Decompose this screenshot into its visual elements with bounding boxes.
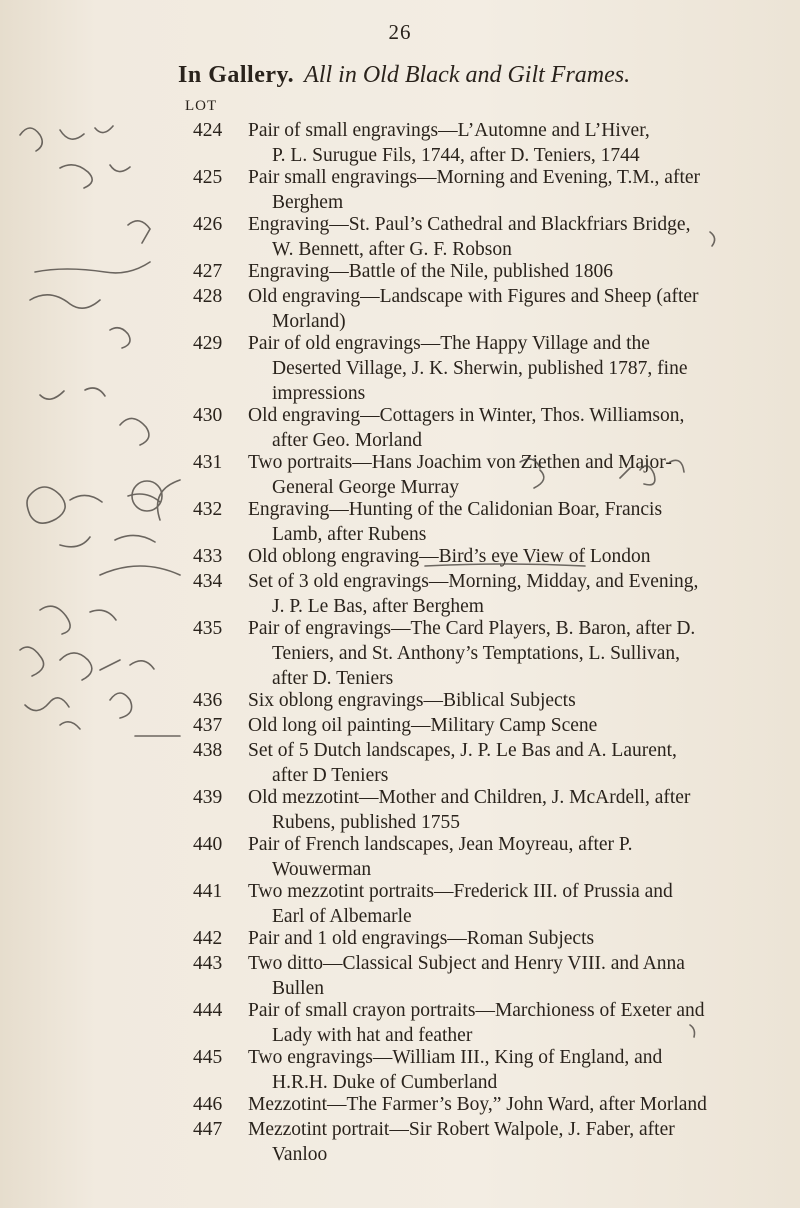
lot-number: 437 [193,715,223,736]
lot-number: 424 [193,120,223,141]
lot-description-line: Engraving—Hunting of the Calidonian Boar, Francis [248,499,663,520]
lot-description [248,785,748,835]
lot-description-line: General George Murray [272,477,459,498]
lot-description-line: Old engraving—Landscape with Figures and Sheep (after [248,286,699,307]
lot-number: 436 [193,690,223,711]
lot-number: 430 [193,405,223,426]
lot-description [248,284,748,334]
lot-description-line: Pair of French landscapes, Jean Moyreau, after P. [248,834,633,855]
lot-number: 434 [193,571,223,592]
lot-description-line: Earl of Albemarle [272,906,412,927]
lot-description [248,688,748,713]
lot-description-line: Pair of small engravings—L’Automne and L’Hiver, [248,120,650,141]
lot-description-line: Deserted Village, J. K. Sherwin, published 1787, fine [272,358,688,379]
lot-description-line: Two mezzotint portraits—Frederick III. of Prussia and [248,881,673,902]
lot-description [248,450,748,500]
lot-number: 439 [193,787,223,808]
page-number: 26 [388,20,412,44]
lot-number: 435 [193,618,223,639]
lot-number: 447 [193,1119,223,1140]
lot-description [248,1092,748,1117]
lot-description [248,879,748,929]
lot-description [248,1045,748,1095]
lot-description [248,832,748,882]
heading-subtitle: All in Old Black and Gilt Frames. [304,62,631,88]
lot-description [248,497,748,547]
lot-description-line: Mezzotint portrait—Sir Robert Walpole, J. Faber, after [248,1119,675,1140]
lot-description [248,331,748,406]
lot-description-line: impressions [272,383,366,404]
lot-description-line: after D. Teniers [272,668,394,689]
lot-description [248,212,748,262]
lot-description-line: Old mezzotint—Mother and Children, J. McArdell, after [248,787,691,808]
lot-description-line: Pair of old engravings—The Happy Village and the [248,333,650,354]
lot-number: 425 [193,167,223,188]
lot-description-line: Berghem [272,192,344,213]
lot-number: 431 [193,452,223,473]
lot-number: 445 [193,1047,223,1068]
lot-description [248,998,748,1048]
lot-number: 443 [193,953,223,974]
lot-number: 442 [193,928,223,949]
lot-description-line: Six oblong engravings—Biblical Subjects [248,690,576,711]
lot-description [248,616,748,691]
lot-description-line: W. Bennett, after G. F. Robson [272,239,512,260]
lot-description [248,951,748,1001]
lot-description-line: Two ditto—Classical Subject and Henry VIII. and Anna [248,953,685,974]
lot-number: 438 [193,740,223,761]
lot-number: 444 [193,1000,223,1021]
section-heading [178,62,630,89]
lot-description-line: Two portraits—Hans Joachim von Ziethen and Major- [248,452,672,473]
lot-description [248,544,748,569]
lot-description-line: J. P. Le Bas, after Berghem [272,596,484,617]
lot-description-line: Bullen [272,978,324,999]
lot-description-line: Rubens, published 1755 [272,812,460,833]
lot-number: 427 [193,261,223,282]
lot-description-line: Mezzotint—The Farmer’s Boy,” John Ward, after Morland [248,1094,707,1115]
lot-description [248,713,748,738]
lot-number: 432 [193,499,223,520]
lot-description-line: P. L. Surugue Fils, 1744, after D. Teniers, 1744 [272,145,640,166]
lot-description-line: Engraving—St. Paul’s Cathedral and Blackfriars Bridge, [248,214,691,235]
lot-description-line: Morland) [272,311,346,332]
lot-description-line: Two engravings—William III., King of England, and [248,1047,663,1068]
lot-description-line: Pair small engravings—Morning and Evening, T.M., after [248,167,701,188]
lot-description [248,569,748,619]
lot-description-line: Wouwerman [272,859,372,880]
lot-description-line: H.R.H. Duke of Cumberland [272,1072,498,1093]
heading-location: In Gallery. [178,62,295,88]
lot-number: 440 [193,834,223,855]
lot-description-line: Pair of small crayon portraits—Marchioness of Exeter and [248,1000,705,1021]
lot-description [248,118,748,168]
lot-description-line: Old long oil painting—Military Camp Scene [248,715,598,736]
lot-description-line: Lamb, after Rubens [272,524,427,545]
lot-number: 426 [193,214,223,235]
lot-description [248,403,748,453]
lot-description [248,165,748,215]
lot-number: 429 [193,333,223,354]
lot-description-line: Teniers, and St. Anthony’s Temptations, L. Sullivan, [272,643,681,664]
lot-number: 446 [193,1094,223,1115]
lot-description-line: after D Teniers [272,765,389,786]
lot-description-line: Set of 5 Dutch landscapes, J. P. Le Bas and A. Laurent, [248,740,677,761]
lot-description [248,1117,748,1167]
lot-description-line: Old oblong engraving—Bird’s eye View of London [248,546,651,567]
lot-description-line: Engraving—Battle of the Nile, published 1806 [248,261,614,282]
lot-column-label: LOT [185,98,218,114]
lot-description [248,738,748,788]
lot-description-line: Old engraving—Cottagers in Winter, Thos. Williamson, [248,405,685,426]
lot-description-line: Lady with hat and feather [272,1025,473,1046]
lot-number: 428 [193,286,223,307]
lot-description [248,259,748,284]
lot-number: 441 [193,881,223,902]
lot-number: 433 [193,546,223,567]
lot-description-line: Pair of engravings—The Card Players, B. Baron, after D. [248,618,696,639]
lot-description-line: Pair and 1 old engravings—Roman Subjects [248,928,595,949]
lot-description-line: Set of 3 old engravings—Morning, Midday, and Evening, [248,571,699,592]
lot-description [248,926,748,951]
lot-description-line: Vanloo [272,1144,328,1165]
lot-description-line: after Geo. Morland [272,430,422,451]
